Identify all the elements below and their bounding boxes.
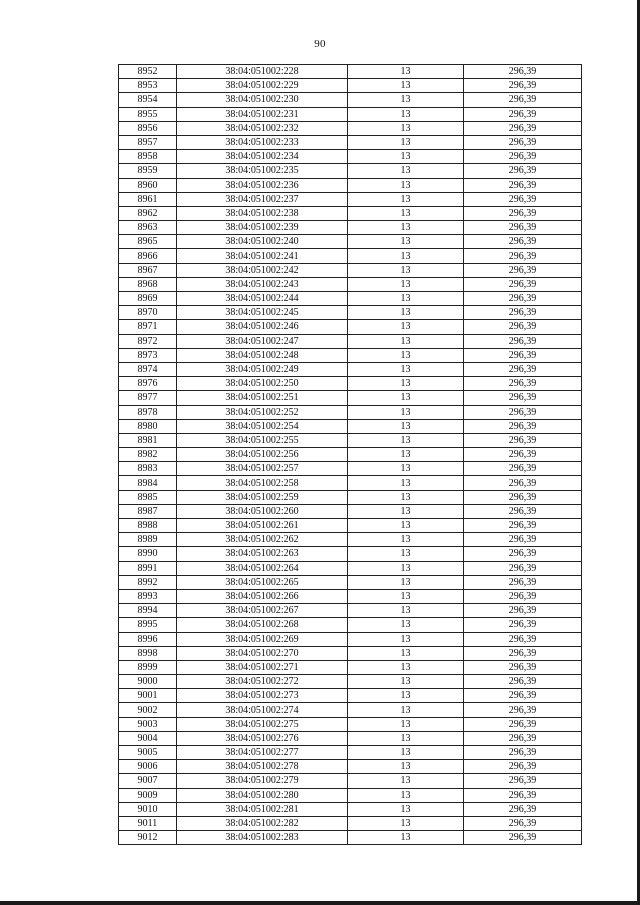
- count-cell: 13: [348, 249, 464, 263]
- value-cell: 296,39: [464, 816, 582, 830]
- cadastral-number-cell: 38:04:051002:274: [177, 703, 348, 717]
- table-row: [119, 604, 582, 618]
- table-row: [119, 731, 582, 745]
- table-row: [119, 249, 582, 263]
- count-cell: 13: [348, 533, 464, 547]
- count-cell: 13: [348, 802, 464, 816]
- value-cell: 296,39: [464, 547, 582, 561]
- row-number-cell: 9002: [119, 703, 177, 717]
- table-row: [119, 462, 582, 476]
- value-cell: 296,39: [464, 405, 582, 419]
- cadastral-number-cell: 38:04:051002:251: [177, 391, 348, 405]
- value-cell: 296,39: [464, 760, 582, 774]
- row-number-cell: 8968: [119, 277, 177, 291]
- cadastral-number-cell: 38:04:051002:247: [177, 334, 348, 348]
- value-cell: 296,39: [464, 65, 582, 79]
- count-cell: 13: [348, 717, 464, 731]
- count-cell: 13: [348, 405, 464, 419]
- cadastral-number-cell: 38:04:051002:238: [177, 206, 348, 220]
- table-row: [119, 320, 582, 334]
- count-cell: 13: [348, 419, 464, 433]
- row-number-cell: 8998: [119, 646, 177, 660]
- cadastral-number-cell: 38:04:051002:240: [177, 235, 348, 249]
- row-number-cell: 8961: [119, 192, 177, 206]
- cadastral-number-cell: 38:04:051002:281: [177, 802, 348, 816]
- value-cell: 296,39: [464, 604, 582, 618]
- table-row: [119, 263, 582, 277]
- table-row: [119, 816, 582, 830]
- cadastral-number-cell: 38:04:051002:277: [177, 746, 348, 760]
- row-number-cell: 8988: [119, 519, 177, 533]
- count-cell: 13: [348, 675, 464, 689]
- table-row: [119, 675, 582, 689]
- value-cell: 296,39: [464, 646, 582, 660]
- value-cell: 296,39: [464, 277, 582, 291]
- value-cell: 296,39: [464, 490, 582, 504]
- table-row: [119, 235, 582, 249]
- cadastral-number-cell: 38:04:051002:236: [177, 178, 348, 192]
- table-row: [119, 717, 582, 731]
- value-cell: 296,39: [464, 348, 582, 362]
- value-cell: 296,39: [464, 575, 582, 589]
- count-cell: 13: [348, 164, 464, 178]
- table-row: [119, 419, 582, 433]
- cadastral-number-cell: 38:04:051002:261: [177, 519, 348, 533]
- count-cell: 13: [348, 377, 464, 391]
- count-cell: 13: [348, 462, 464, 476]
- table-row: [119, 760, 582, 774]
- value-cell: 296,39: [464, 249, 582, 263]
- table-row: [119, 533, 582, 547]
- cadastral-number-cell: 38:04:051002:259: [177, 490, 348, 504]
- row-number-cell: 8987: [119, 504, 177, 518]
- table-row: [119, 164, 582, 178]
- table-row: [119, 292, 582, 306]
- cadastral-number-cell: 38:04:051002:279: [177, 774, 348, 788]
- table-row: [119, 561, 582, 575]
- cadastral-number-cell: 38:04:051002:255: [177, 433, 348, 447]
- count-cell: 13: [348, 575, 464, 589]
- count-cell: 13: [348, 547, 464, 561]
- page-number: 90: [314, 38, 326, 50]
- value-cell: 296,39: [464, 306, 582, 320]
- row-number-cell: 9003: [119, 717, 177, 731]
- value-cell: 296,39: [464, 660, 582, 674]
- count-cell: 13: [348, 519, 464, 533]
- count-cell: 13: [348, 192, 464, 206]
- table-row: [119, 192, 582, 206]
- count-cell: 13: [348, 206, 464, 220]
- cadastral-number-cell: 38:04:051002:270: [177, 646, 348, 660]
- row-number-cell: 8967: [119, 263, 177, 277]
- cadastral-number-cell: 38:04:051002:252: [177, 405, 348, 419]
- value-cell: 296,39: [464, 589, 582, 603]
- row-number-cell: 8999: [119, 660, 177, 674]
- table-row: [119, 277, 582, 291]
- count-cell: 13: [348, 788, 464, 802]
- value-cell: 296,39: [464, 362, 582, 376]
- cadastral-number-cell: 38:04:051002:229: [177, 79, 348, 93]
- cadastral-number-cell: 38:04:051002:272: [177, 675, 348, 689]
- table-row: [119, 575, 582, 589]
- row-number-cell: 8955: [119, 107, 177, 121]
- cadastral-number-cell: 38:04:051002:246: [177, 320, 348, 334]
- row-number-cell: 8969: [119, 292, 177, 306]
- row-number-cell: 8952: [119, 65, 177, 79]
- row-number-cell: 8994: [119, 604, 177, 618]
- value-cell: 296,39: [464, 377, 582, 391]
- value-cell: 296,39: [464, 533, 582, 547]
- cadastral-number-cell: 38:04:051002:228: [177, 65, 348, 79]
- table-row: [119, 476, 582, 490]
- table-row: [119, 589, 582, 603]
- count-cell: 13: [348, 831, 464, 845]
- row-number-cell: 8990: [119, 547, 177, 561]
- value-cell: 296,39: [464, 675, 582, 689]
- value-cell: 296,39: [464, 121, 582, 135]
- table-row: [119, 334, 582, 348]
- count-cell: 13: [348, 774, 464, 788]
- row-number-cell: 8953: [119, 79, 177, 93]
- count-cell: 13: [348, 816, 464, 830]
- cadastral-number-cell: 38:04:051002:278: [177, 760, 348, 774]
- cadastral-number-cell: 38:04:051002:265: [177, 575, 348, 589]
- row-number-cell: 9007: [119, 774, 177, 788]
- cadastral-number-cell: 38:04:051002:248: [177, 348, 348, 362]
- row-number-cell: 8965: [119, 235, 177, 249]
- cadastral-number-cell: 38:04:051002:233: [177, 135, 348, 149]
- value-cell: 296,39: [464, 221, 582, 235]
- row-number-cell: 9005: [119, 746, 177, 760]
- row-number-cell: 8985: [119, 490, 177, 504]
- count-cell: 13: [348, 689, 464, 703]
- count-cell: 13: [348, 150, 464, 164]
- value-cell: 296,39: [464, 192, 582, 206]
- row-number-cell: 8971: [119, 320, 177, 334]
- value-cell: 296,39: [464, 135, 582, 149]
- cadastral-number-cell: 38:04:051002:249: [177, 362, 348, 376]
- count-cell: 13: [348, 632, 464, 646]
- cadastral-number-cell: 38:04:051002:266: [177, 589, 348, 603]
- table-row: [119, 660, 582, 674]
- table-row: [119, 646, 582, 660]
- count-cell: 13: [348, 448, 464, 462]
- cadastral-number-cell: 38:04:051002:256: [177, 448, 348, 462]
- cadastral-number-cell: 38:04:051002:262: [177, 533, 348, 547]
- row-number-cell: 8977: [119, 391, 177, 405]
- table-row: [119, 618, 582, 632]
- table-row: [119, 79, 582, 93]
- value-cell: 296,39: [464, 164, 582, 178]
- row-number-cell: 8991: [119, 561, 177, 575]
- table-row: [119, 703, 582, 717]
- value-cell: 296,39: [464, 717, 582, 731]
- cadastral-number-cell: 38:04:051002:232: [177, 121, 348, 135]
- row-number-cell: 9006: [119, 760, 177, 774]
- row-number-cell: 9012: [119, 831, 177, 845]
- value-cell: 296,39: [464, 519, 582, 533]
- row-number-cell: 8982: [119, 448, 177, 462]
- cadastral-number-cell: 38:04:051002:244: [177, 292, 348, 306]
- count-cell: 13: [348, 306, 464, 320]
- table-row: [119, 802, 582, 816]
- count-cell: 13: [348, 292, 464, 306]
- count-cell: 13: [348, 660, 464, 674]
- cadastral-number-cell: 38:04:051002:235: [177, 164, 348, 178]
- count-cell: 13: [348, 348, 464, 362]
- table-row: [119, 433, 582, 447]
- count-cell: 13: [348, 93, 464, 107]
- row-number-cell: 8981: [119, 433, 177, 447]
- cadastral-number-cell: 38:04:051002:231: [177, 107, 348, 121]
- row-number-cell: 8970: [119, 306, 177, 320]
- count-cell: 13: [348, 362, 464, 376]
- row-number-cell: 8980: [119, 419, 177, 433]
- count-cell: 13: [348, 760, 464, 774]
- value-cell: 296,39: [464, 504, 582, 518]
- value-cell: 296,39: [464, 448, 582, 462]
- count-cell: 13: [348, 646, 464, 660]
- value-cell: 296,39: [464, 292, 582, 306]
- cadastral-number-cell: 38:04:051002:257: [177, 462, 348, 476]
- row-number-cell: 8962: [119, 206, 177, 220]
- table-row: [119, 490, 582, 504]
- count-cell: 13: [348, 604, 464, 618]
- value-cell: 296,39: [464, 476, 582, 490]
- cadastral-number-cell: 38:04:051002:243: [177, 277, 348, 291]
- count-cell: 13: [348, 221, 464, 235]
- value-cell: 296,39: [464, 632, 582, 646]
- value-cell: 296,39: [464, 263, 582, 277]
- table-row: [119, 178, 582, 192]
- cadastral-number-cell: 38:04:051002:273: [177, 689, 348, 703]
- value-cell: 296,39: [464, 731, 582, 745]
- count-cell: 13: [348, 476, 464, 490]
- row-number-cell: 8978: [119, 405, 177, 419]
- table-row: [119, 362, 582, 376]
- cadastral-number-cell: 38:04:051002:275: [177, 717, 348, 731]
- row-number-cell: 8992: [119, 575, 177, 589]
- value-cell: 296,39: [464, 206, 582, 220]
- table-row: [119, 65, 582, 79]
- table-row: [119, 632, 582, 646]
- value-cell: 296,39: [464, 561, 582, 575]
- row-number-cell: 9000: [119, 675, 177, 689]
- cadastral-number-cell: 38:04:051002:254: [177, 419, 348, 433]
- table-row: [119, 121, 582, 135]
- scan-edge-bottom: [0, 901, 640, 905]
- table-row: [119, 689, 582, 703]
- row-number-cell: 8966: [119, 249, 177, 263]
- row-number-cell: 8954: [119, 93, 177, 107]
- cadastral-number-cell: 38:04:051002:271: [177, 660, 348, 674]
- count-cell: 13: [348, 391, 464, 405]
- cadastral-number-cell: 38:04:051002:250: [177, 377, 348, 391]
- table-row: [119, 306, 582, 320]
- value-cell: 296,39: [464, 391, 582, 405]
- cadastral-number-cell: 38:04:051002:258: [177, 476, 348, 490]
- cadastral-number-cell: 38:04:051002:234: [177, 150, 348, 164]
- cadastral-number-cell: 38:04:051002:230: [177, 93, 348, 107]
- cadastral-number-cell: 38:04:051002:263: [177, 547, 348, 561]
- table-row: [119, 93, 582, 107]
- value-cell: 296,39: [464, 618, 582, 632]
- count-cell: 13: [348, 235, 464, 249]
- table-row: [119, 788, 582, 802]
- count-cell: 13: [348, 334, 464, 348]
- count-cell: 13: [348, 504, 464, 518]
- count-cell: 13: [348, 277, 464, 291]
- count-cell: 13: [348, 135, 464, 149]
- table-row: [119, 391, 582, 405]
- row-number-cell: 8995: [119, 618, 177, 632]
- table-row: [119, 135, 582, 149]
- count-cell: 13: [348, 79, 464, 93]
- table-row: [119, 746, 582, 760]
- value-cell: 296,39: [464, 320, 582, 334]
- count-cell: 13: [348, 618, 464, 632]
- value-cell: 296,39: [464, 419, 582, 433]
- value-cell: 296,39: [464, 788, 582, 802]
- value-cell: 296,39: [464, 235, 582, 249]
- value-cell: 296,39: [464, 150, 582, 164]
- cadastral-number-cell: 38:04:051002:280: [177, 788, 348, 802]
- table-row: [119, 831, 582, 845]
- row-number-cell: 8984: [119, 476, 177, 490]
- cadastral-number-cell: 38:04:051002:242: [177, 263, 348, 277]
- row-number-cell: 8963: [119, 221, 177, 235]
- count-cell: 13: [348, 320, 464, 334]
- table-row: [119, 348, 582, 362]
- count-cell: 13: [348, 703, 464, 717]
- row-number-cell: 8983: [119, 462, 177, 476]
- row-number-cell: 8958: [119, 150, 177, 164]
- count-cell: 13: [348, 561, 464, 575]
- value-cell: 296,39: [464, 79, 582, 93]
- row-number-cell: 8972: [119, 334, 177, 348]
- table-row: [119, 107, 582, 121]
- value-cell: 296,39: [464, 689, 582, 703]
- table-row: [119, 504, 582, 518]
- value-cell: 296,39: [464, 433, 582, 447]
- count-cell: 13: [348, 121, 464, 135]
- table-body: [119, 65, 582, 845]
- count-cell: 13: [348, 263, 464, 277]
- count-cell: 13: [348, 107, 464, 121]
- count-cell: 13: [348, 746, 464, 760]
- count-cell: 13: [348, 731, 464, 745]
- count-cell: 13: [348, 433, 464, 447]
- row-number-cell: 8959: [119, 164, 177, 178]
- table-row: [119, 774, 582, 788]
- value-cell: 296,39: [464, 334, 582, 348]
- value-cell: 296,39: [464, 802, 582, 816]
- value-cell: 296,39: [464, 703, 582, 717]
- count-cell: 13: [348, 178, 464, 192]
- cadastral-number-cell: 38:04:051002:264: [177, 561, 348, 575]
- table-row: [119, 221, 582, 235]
- cadastral-number-cell: 38:04:051002:269: [177, 632, 348, 646]
- cadastral-number-cell: 38:04:051002:268: [177, 618, 348, 632]
- count-cell: 13: [348, 490, 464, 504]
- value-cell: 296,39: [464, 107, 582, 121]
- cadastral-number-cell: 38:04:051002:283: [177, 831, 348, 845]
- row-number-cell: 8957: [119, 135, 177, 149]
- table-row: [119, 448, 582, 462]
- cadastral-number-cell: 38:04:051002:245: [177, 306, 348, 320]
- value-cell: 296,39: [464, 178, 582, 192]
- cadastral-number-cell: 38:04:051002:267: [177, 604, 348, 618]
- row-number-cell: 8989: [119, 533, 177, 547]
- row-number-cell: 8976: [119, 377, 177, 391]
- cadastral-number-cell: 38:04:051002:239: [177, 221, 348, 235]
- row-number-cell: 9001: [119, 689, 177, 703]
- cadastral-table: [118, 64, 582, 845]
- table-row: [119, 519, 582, 533]
- row-number-cell: 9010: [119, 802, 177, 816]
- table-row: [119, 377, 582, 391]
- cadastral-number-cell: 38:04:051002:237: [177, 192, 348, 206]
- table-row: [119, 206, 582, 220]
- value-cell: 296,39: [464, 774, 582, 788]
- row-number-cell: 8974: [119, 362, 177, 376]
- cadastral-number-cell: 38:04:051002:241: [177, 249, 348, 263]
- row-number-cell: 8996: [119, 632, 177, 646]
- value-cell: 296,39: [464, 746, 582, 760]
- table-row: [119, 547, 582, 561]
- cadastral-number-cell: 38:04:051002:282: [177, 816, 348, 830]
- row-number-cell: 8993: [119, 589, 177, 603]
- table-row: [119, 150, 582, 164]
- value-cell: 296,39: [464, 93, 582, 107]
- row-number-cell: 9009: [119, 788, 177, 802]
- cadastral-number-cell: 38:04:051002:260: [177, 504, 348, 518]
- table-row: [119, 405, 582, 419]
- count-cell: 13: [348, 589, 464, 603]
- value-cell: 296,39: [464, 462, 582, 476]
- count-cell: 13: [348, 65, 464, 79]
- row-number-cell: 8960: [119, 178, 177, 192]
- row-number-cell: 8956: [119, 121, 177, 135]
- row-number-cell: 9011: [119, 816, 177, 830]
- cadastral-number-cell: 38:04:051002:276: [177, 731, 348, 745]
- value-cell: 296,39: [464, 831, 582, 845]
- row-number-cell: 9004: [119, 731, 177, 745]
- row-number-cell: 8973: [119, 348, 177, 362]
